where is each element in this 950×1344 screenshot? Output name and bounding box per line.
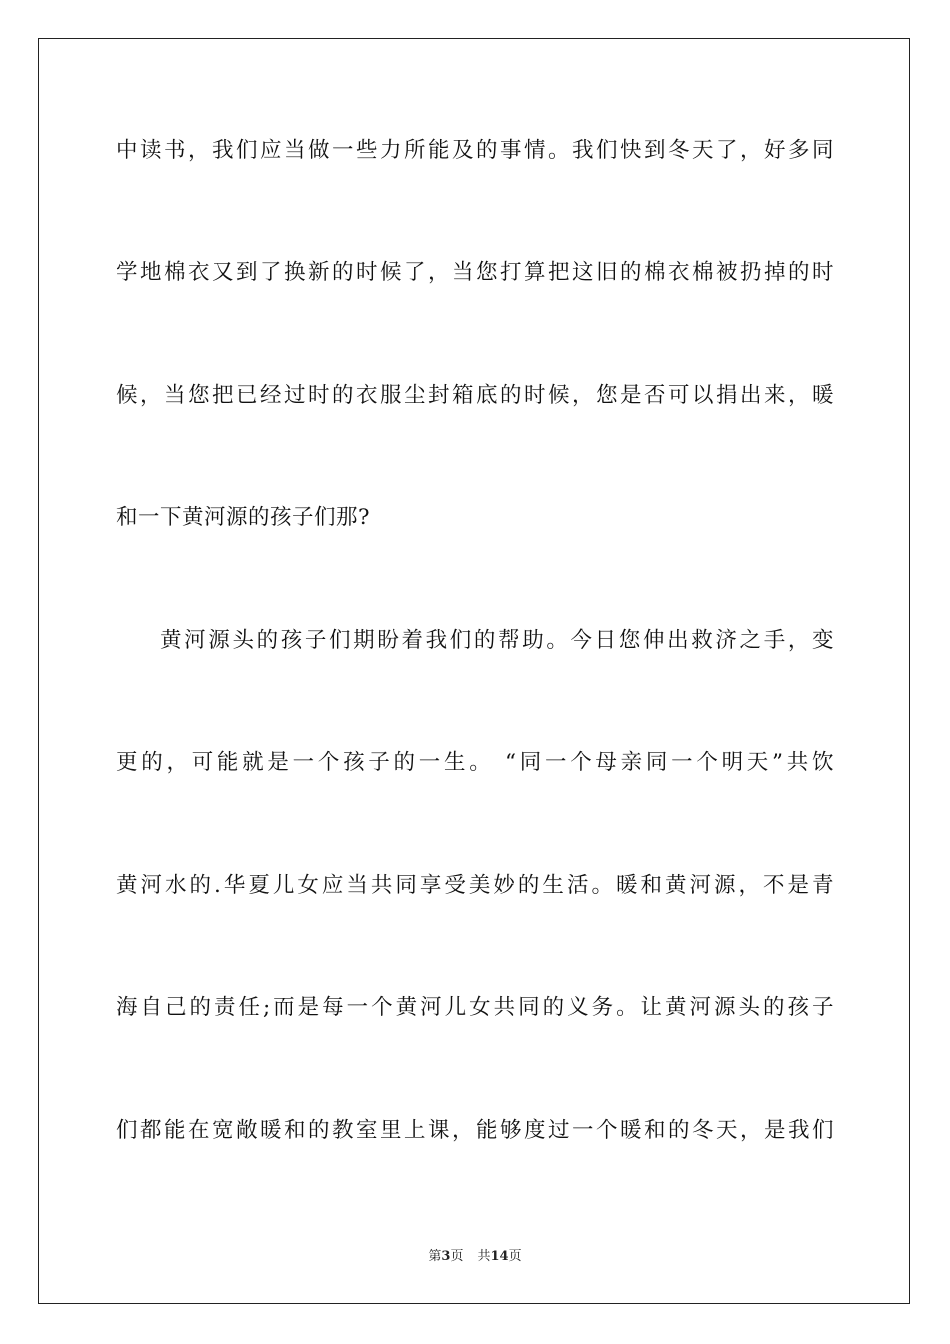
- text-line: 和一下黄河源的孩子们那?: [116, 505, 371, 530]
- text-line: 候，当您把已经过时的衣服尘封箱底的时候，您是否可以捐出来，暖: [116, 383, 834, 408]
- text-line: 们都能在宽敞暖和的教室里上课，能够度过一个暖和的冬天，是我们: [116, 1118, 834, 1143]
- text-line: 海自己的责任;而是每一个黄河儿女共同的义务。让黄河源头的孩子: [116, 995, 834, 1020]
- page-number: 3: [441, 1249, 451, 1264]
- total-prefix: 共: [477, 1249, 491, 1264]
- text-line: 黄河水的.华夏儿女应当共同享受美妙的生活。暖和黄河源，不是青: [116, 873, 834, 898]
- text-line: 中读书，我们应当做一些力所能及的事情。我们快到冬天了，好多同: [116, 138, 834, 163]
- text-line: 学地棉衣又到了换新的时候了，当您打算把这旧的棉衣棉被扔掉的时: [116, 260, 834, 285]
- text-line: 更的，可能就是一个孩子的一生。 “同一个母亲同一个明天”共饮: [116, 750, 834, 775]
- paragraph-first-line: 黄河源头的孩子们期盼着我们的帮助。今日您伸出救济之手，变: [160, 628, 834, 653]
- page-prefix: 第: [428, 1249, 442, 1264]
- page-suffix: 页: [450, 1249, 464, 1264]
- total-suffix: 页: [508, 1249, 522, 1264]
- page-footer: [0, 1248, 950, 1266]
- total-pages: 14: [490, 1249, 509, 1264]
- page-border: [38, 38, 910, 1304]
